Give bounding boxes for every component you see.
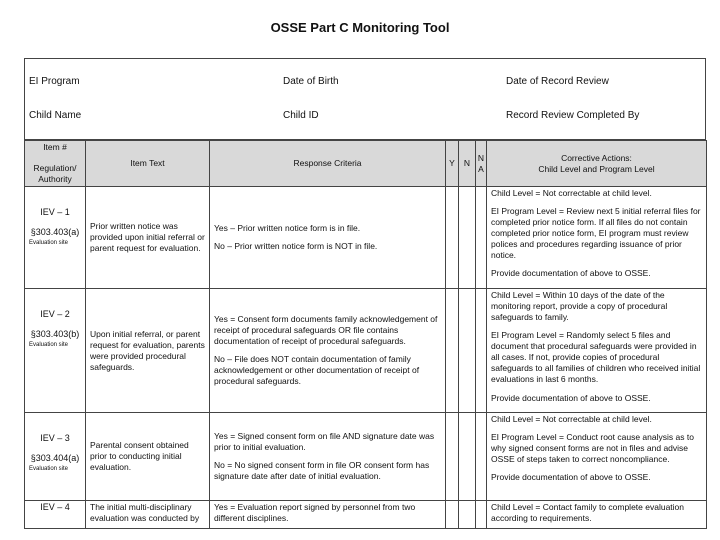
document-title: OSSE Part C Monitoring Tool — [270, 20, 450, 35]
header-item-line2: Regulation/ Authority — [33, 163, 77, 185]
child-level-action: Child Level = Not correctable at child level. — [491, 414, 652, 425]
table-header-row — [25, 141, 707, 187]
na-checkbox-cell[interactable] — [476, 413, 487, 501]
response-criteria-cell — [210, 501, 446, 529]
ei-program-label: EI Program — [29, 76, 80, 87]
item-number: IEV – 1 — [40, 207, 70, 218]
header-corrective-line1: Corrective Actions: — [561, 152, 632, 163]
evaluation-site-note: Evaluation site — [29, 239, 69, 246]
response-criteria-cell — [210, 289, 446, 413]
item-number: IEV – 3 — [40, 433, 70, 444]
header-corrective-line2: Child Level and Program Level — [538, 163, 655, 174]
table-row — [25, 187, 707, 289]
item-number: IEV – 2 — [40, 309, 70, 320]
no-checkbox-cell[interactable] — [459, 289, 476, 413]
child-level-action: Child Level = Within 10 days of the date of the monitoring report, provide a copy of procedural safeguards to family. — [491, 290, 668, 323]
evaluation-site-note: Evaluation site — [29, 465, 69, 472]
table-row — [25, 501, 707, 529]
header-item-line1: Item # — [43, 142, 67, 152]
criteria-yes: Yes = Signed consent form on file AND signature date was prior to initial evaluation. — [214, 431, 435, 453]
documentation-action: Provide documentation of above to OSSE. — [491, 392, 651, 403]
table-row — [25, 289, 707, 413]
child-level-action: Child Level = Contact family to complete evaluation according to requirements. — [491, 502, 685, 524]
header-yes: Y — [446, 141, 459, 187]
program-level-action: EI Program Level = Randomly select 5 files and document that procedural safeguards were provided in all cases. If not, provide copies of procedural safeguards to all families of children who received initial evaluations in last 6 months. — [491, 330, 701, 385]
na-checkbox-cell[interactable] — [476, 289, 487, 413]
criteria-yes: Yes – Prior written notice form is in file. — [214, 223, 361, 234]
item-text-cell: Prior written notice was provided upon initial referral or parent request for evaluation. — [86, 187, 210, 289]
yes-checkbox-cell[interactable] — [446, 289, 459, 413]
record-review-completed-by-label: Record Review Completed By — [506, 110, 640, 121]
regulation-cell — [25, 289, 86, 413]
response-criteria-cell — [210, 187, 446, 289]
regulation-cell — [25, 501, 86, 529]
criteria-no: No – File does NOT contain documentation of family acknowledgement or other documentation of receipt of procedural safeguards. — [214, 354, 420, 387]
criteria-yes: Yes = Consent form documents family acknowledgement of receipt of procedural safeguards OR file contains documentation of receipt of procedural safeguards. — [214, 314, 438, 347]
regulation-citation: §303.404(a) — [30, 452, 80, 463]
corrective-actions-cell — [487, 501, 707, 529]
header-item-number — [25, 141, 86, 187]
na-checkbox-cell[interactable] — [476, 187, 487, 289]
corrective-actions-cell — [487, 289, 707, 413]
no-checkbox-cell[interactable] — [459, 187, 476, 289]
regulation-cell — [25, 187, 86, 289]
program-level-action: EI Program Level = Review next 5 initial referral files for completed prior notice form. If all files do not contain completed prior notice form, EI program must review polices and procedures regarding issuance of prior notice. — [491, 206, 701, 261]
child-id-label: Child ID — [283, 110, 319, 121]
child-level-action: Child Level = Not correctable at child level. — [491, 188, 652, 199]
date-of-record-review-label: Date of Record Review — [506, 76, 609, 87]
yes-checkbox-cell[interactable] — [446, 413, 459, 501]
corrective-actions-cell — [487, 413, 707, 501]
no-checkbox-cell[interactable] — [459, 501, 476, 529]
date-of-birth-label: Date of Birth — [283, 76, 339, 87]
header-corrective-actions — [487, 141, 707, 187]
regulation-citation: §303.403(a) — [30, 226, 80, 237]
criteria-no: No – Prior written notice form is NOT in file. — [214, 241, 378, 252]
header-not-applicable: N A — [476, 141, 487, 187]
criteria-no: No = No signed consent form in file OR consent form has signature date after date of initial evaluation. — [214, 460, 430, 482]
regulation-citation: §303.403(b) — [30, 328, 80, 339]
item-text-cell: The initial multi-disciplinary evaluation was conducted by — [86, 501, 210, 529]
na-checkbox-cell[interactable] — [476, 501, 487, 529]
evaluation-site-note: Evaluation site — [29, 341, 69, 348]
documentation-action: Provide documentation of above to OSSE. — [491, 472, 651, 483]
item-text-cell: Upon initial referral, or parent request for evaluation, parents were provided procedural safeguards. — [86, 289, 210, 413]
header-item-text: Item Text — [86, 141, 210, 187]
child-name-label: Child Name — [29, 110, 82, 121]
documentation-action: Provide documentation of above to OSSE. — [491, 268, 651, 279]
header-no: N — [459, 141, 476, 187]
item-text-cell: Parental consent obtained prior to conducting initial evaluation. — [86, 413, 210, 501]
response-criteria-cell — [210, 413, 446, 501]
corrective-actions-cell — [487, 187, 707, 289]
header-response-criteria: Response Criteria — [210, 141, 446, 187]
yes-checkbox-cell[interactable] — [446, 501, 459, 529]
program-level-action: EI Program Level = Conduct root cause analysis as to why signed consent forms are not in files and advise OSSE of steps taken to correct noncompliance. — [491, 432, 694, 465]
record-info-box — [24, 58, 706, 140]
monitoring-table — [24, 140, 707, 529]
yes-checkbox-cell[interactable] — [446, 187, 459, 289]
criteria-yes: Yes = Evaluation report signed by personnel from two different disciplines. — [214, 502, 416, 524]
item-number: IEV – 4 — [40, 502, 70, 513]
no-checkbox-cell[interactable] — [459, 413, 476, 501]
regulation-cell — [25, 413, 86, 501]
table-row — [25, 413, 707, 501]
